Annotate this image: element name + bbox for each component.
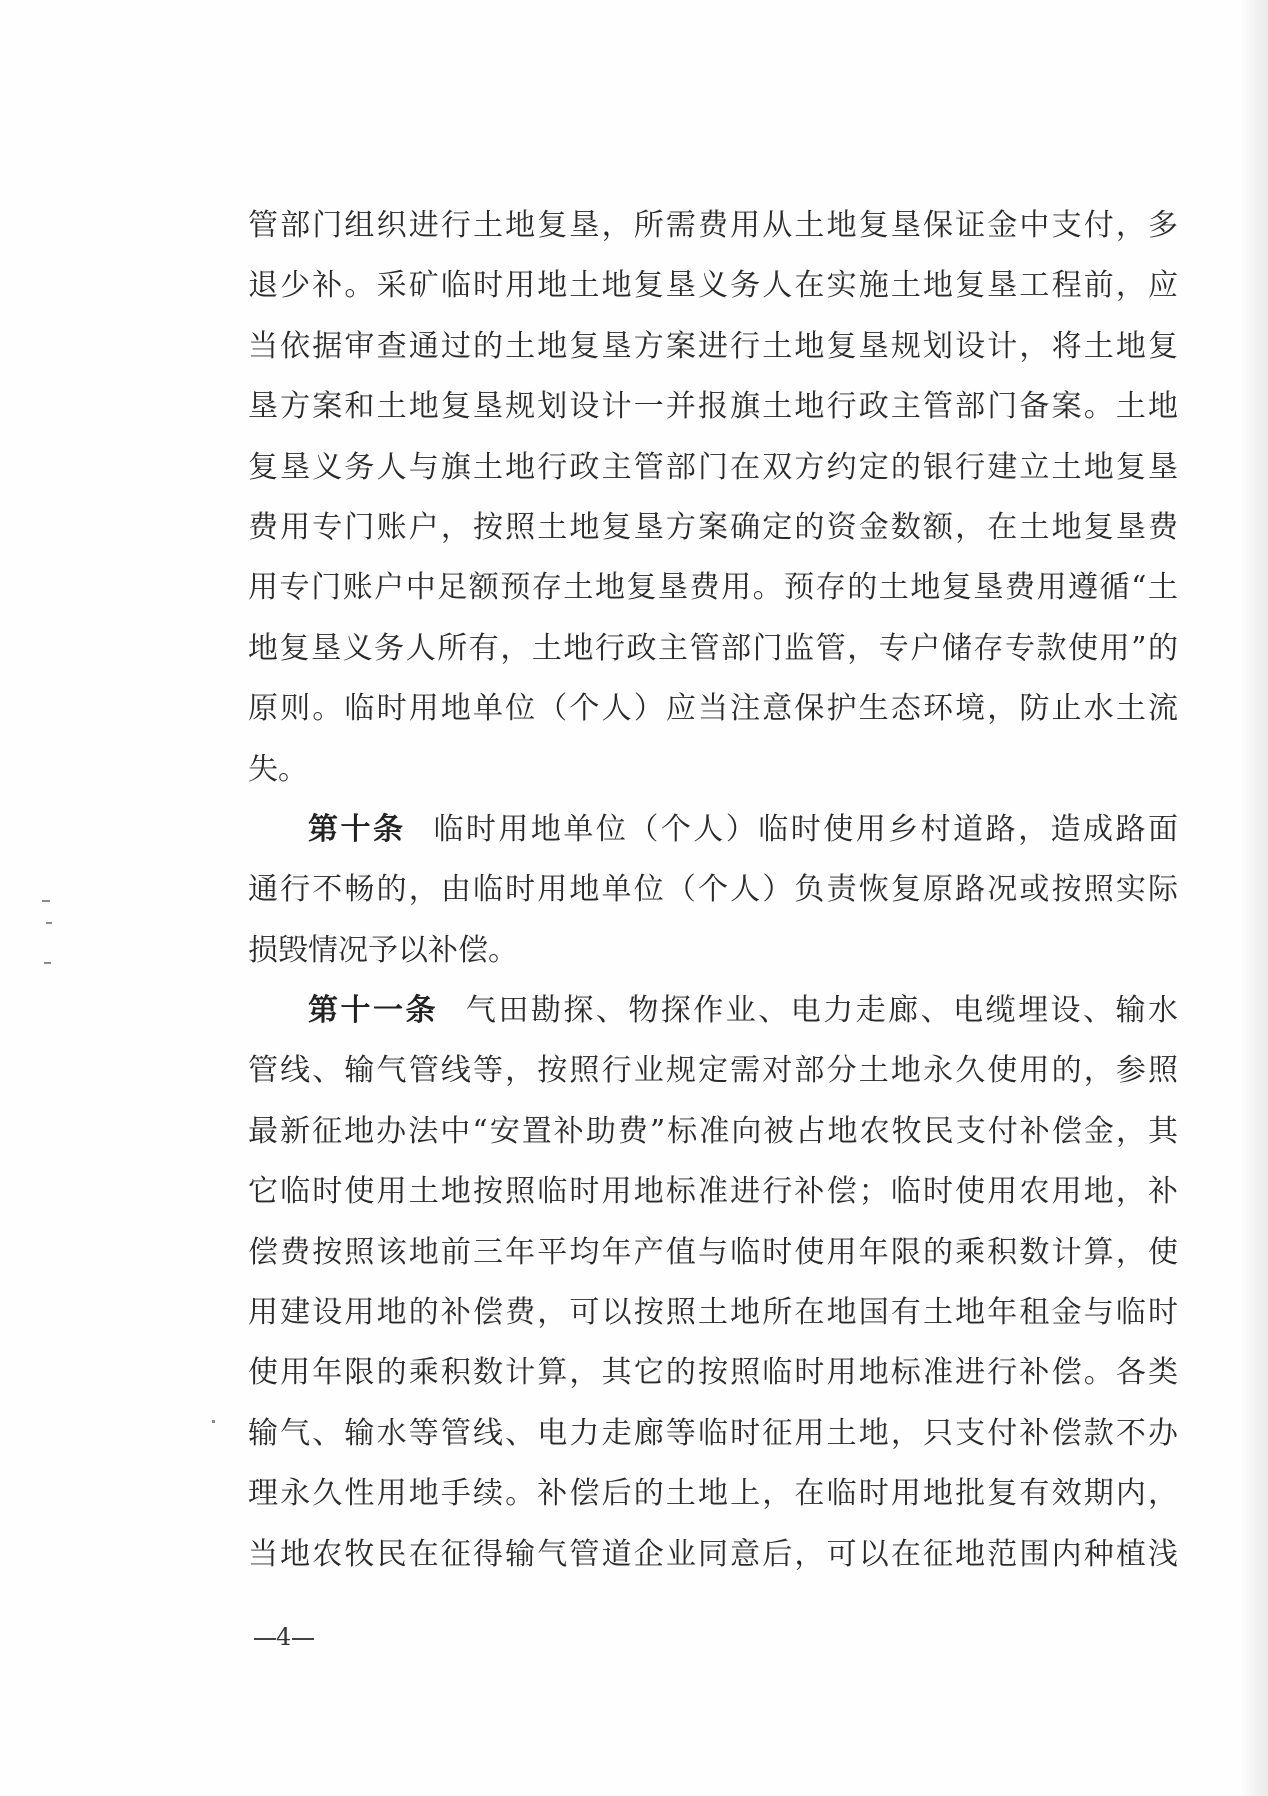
text-line: 原则。临时用地单位（个人）应当注意保护生态环境，防止水土流 xyxy=(248,691,1178,727)
article-10-first-line xyxy=(248,800,1178,860)
dash-right xyxy=(292,1638,314,1640)
text-line: 它临时使用土地按照临时用地标准进行补偿；临时使用农用地，补 xyxy=(248,1174,1178,1210)
text-line: 当依据审查通过的土地复垦方案进行土地复垦规划设计，将土地复 xyxy=(248,328,1178,364)
text-line: 复垦义务人与旗土地行政主管部门在双方约定的银行建立土地复垦 xyxy=(248,449,1178,485)
text-line: 地复垦义务人所有，土地行政主管部门监管，专户储存专款使用”的 xyxy=(248,630,1178,666)
text-line: 通行不畅的，由临时用地单位（个人）负责恢复原路况或按照实际 xyxy=(248,872,1178,908)
text-line: 费用专门账户，按照土地复垦方案确定的资金数额，在土地复垦费 xyxy=(248,509,1178,545)
text-line: 偿费按照该地前三年平均年产值与临时使用年限的乘积数计算，使 xyxy=(248,1234,1178,1270)
text-line: 临时用地单位（个人）临时使用乡村道路，造成路面 xyxy=(433,811,1179,847)
scan-mark xyxy=(46,922,52,924)
text-line: 管线、输气管线等，按照行业规定需对部分土地永久使用的，参照 xyxy=(248,1053,1178,1089)
body-text xyxy=(248,196,1178,1585)
page-number xyxy=(254,1622,314,1652)
text-line: 管部门组织进行土地复垦，所需费用从土地复垦保证金中支付，多 xyxy=(248,208,1178,243)
text-line: 最新征地办法中“安置补助费”标准向被占地农牧民支付补偿金，其 xyxy=(248,1113,1178,1149)
text-line: 理永久性用地手续。补偿后的土地上，在临时用地批复有效期内， xyxy=(248,1476,1178,1512)
text-line: 失。 xyxy=(248,751,308,787)
scan-mark xyxy=(212,1420,215,1423)
text-line: 当地农牧民在征得输气管道企业同意后，可以在征地范围内种植浅 xyxy=(248,1536,1178,1572)
text-line: 退少补。采矿临时用地土地复垦义务人在实施土地复垦工程前，应 xyxy=(248,268,1178,304)
text-line: 气田勘探、物探作业、电力走廊、电缆埋设、输水 xyxy=(465,993,1179,1029)
dash-left xyxy=(254,1638,276,1640)
article-11-label: 第十一条 xyxy=(308,993,438,1029)
page-number-value: 4 xyxy=(276,1623,293,1651)
text-line: 用建设用地的补偿费，可以按照土地所在地国有土地年租金与临时 xyxy=(248,1295,1178,1331)
text-line: 损毁情况予以补偿。 xyxy=(248,932,518,968)
text-line: 垦方案和土地复垦规划设计一并报旗土地行政主管部门备案。土地 xyxy=(248,389,1178,425)
scan-mark xyxy=(44,962,51,964)
scan-mark xyxy=(42,900,50,902)
article-10-label: 第十条 xyxy=(308,811,406,847)
scan-edge-shadow xyxy=(1240,0,1268,1796)
text-line: 输气、输水等管线、电力走廊等临时征用土地，只支付补偿款不办 xyxy=(248,1415,1178,1451)
article-11-first-line xyxy=(248,981,1178,1041)
text-line: 用专门账户中足额预存土地复垦费用。预存的土地复垦费用遵循“土 xyxy=(248,570,1178,606)
text-line: 使用年限的乘积数计算，其它的按照临时用地标准进行补偿。各类 xyxy=(248,1355,1178,1391)
